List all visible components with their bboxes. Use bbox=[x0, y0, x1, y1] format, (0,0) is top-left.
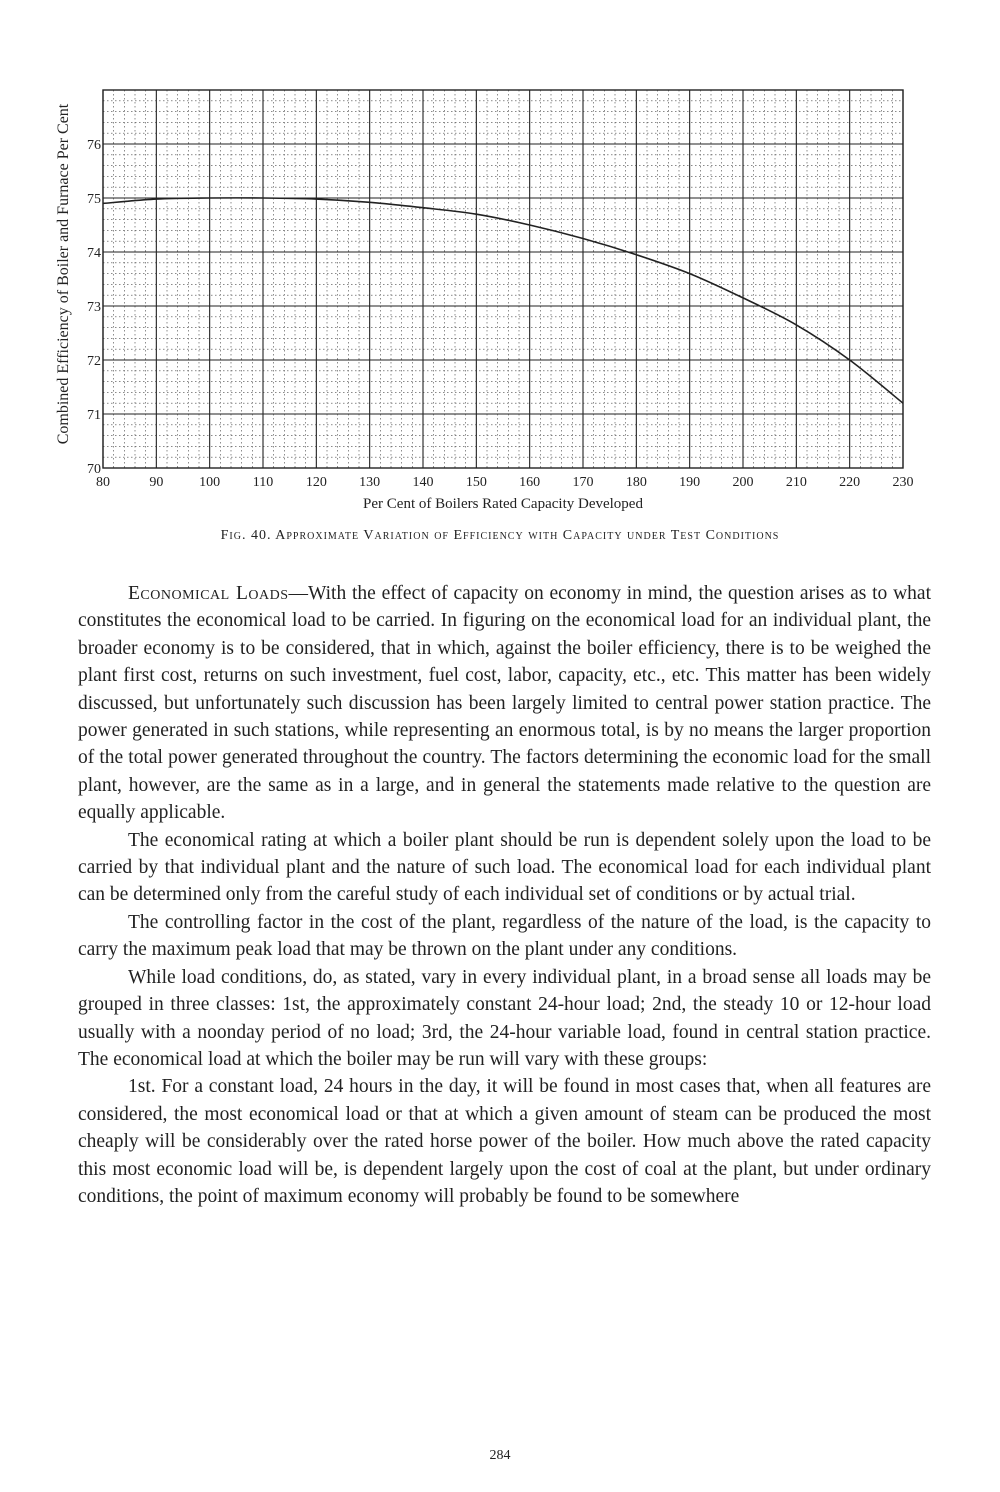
x-tick-label: 120 bbox=[305, 475, 327, 490]
y-tick-label: 74 bbox=[87, 246, 101, 261]
y-tick-label: 75 bbox=[87, 192, 101, 207]
y-tick-label: 72 bbox=[87, 354, 101, 369]
chart-grid-major bbox=[103, 90, 903, 468]
x-tick-label: 80 bbox=[96, 475, 110, 490]
x-tick-label: 130 bbox=[359, 475, 381, 490]
y-tick-label: 73 bbox=[87, 300, 101, 315]
y-tick-label: 71 bbox=[87, 408, 101, 423]
x-axis-label: Per Cent of Boilers Rated Capacity Developed bbox=[363, 496, 643, 512]
efficiency-chart bbox=[50, 60, 930, 520]
x-tick-label: 220 bbox=[839, 475, 861, 490]
x-tick-label: 210 bbox=[785, 475, 807, 490]
x-tick-label: 140 bbox=[412, 475, 434, 490]
x-tick-label: 110 bbox=[252, 475, 274, 490]
y-tick-label: 70 bbox=[87, 462, 101, 477]
x-tick-label: 180 bbox=[625, 475, 647, 490]
y-tick-labels bbox=[87, 138, 101, 477]
paragraph-1-text: —With the effect of capacity on economy in mind, the question arises as to what constitutes the economical load to be carried. In figuring on the economical load for an individual plant, the broader economy is to be considered, that in which, against the boiler efficiency, there is to be weighed the plant first cost, returns on such investment, fuel cost, labor, capacity, etc., etc. This matter has been widely discussed, but unfortunately such discussion has been largely limited to central power station practice. The power generated in such stations, while representing an enormous total, is by no means the larger proportion of the total power generated throughout the country. The factors determining the economic load for the small plant, however, are the same as in a large, and in general the statements made relative to the question are equally applicable. bbox=[78, 583, 931, 824]
paragraph-3: The controlling factor in the cost of the plant, regardless of the nature of the load, is the capacity to carry the maximum peak load that may be thrown on the plant under any conditions. bbox=[78, 911, 931, 961]
y-axis-label: Combined Efficiency of Boiler and Furnace Per Cent bbox=[55, 103, 72, 445]
x-tick-label: 150 bbox=[465, 475, 487, 490]
paragraph-2: The economical rating at which a boiler plant should be run is dependent solely upon the load to be carried by that individual plant and the nature of such load. The economical load for each individual plant can be determined only from the careful study of each individual set of conditions or by actual trial. bbox=[78, 829, 931, 906]
x-tick-label: 190 bbox=[679, 475, 701, 490]
section-heading: Economical Loads bbox=[128, 583, 289, 604]
x-tick-labels bbox=[96, 475, 914, 490]
paragraph-1 bbox=[78, 580, 931, 827]
x-tick-label: 200 bbox=[732, 475, 754, 490]
figure-title: Approximate Variation of Efficiency with Capacity under Test Conditions bbox=[275, 528, 780, 543]
paragraph-4: While load conditions, do, as stated, vary in every individual plant, in a broad sense all loads may be grouped in three classes: 1st, the approximately constant 24-hour load; 2nd, the steady 10 or 12-hour load usually with a noonday period of no load; 3rd, the 24-hour variable load, found in central station practice. The economical load at which the boiler may be run will vary with these groups: bbox=[78, 966, 931, 1070]
x-tick-label: 90 bbox=[149, 475, 164, 490]
x-tick-label: 160 bbox=[519, 475, 541, 490]
efficiency-curve bbox=[103, 198, 903, 403]
body-text bbox=[78, 580, 931, 1210]
chart-grid-minor bbox=[103, 90, 903, 468]
x-tick-label: 230 bbox=[892, 475, 914, 490]
plot-frame bbox=[103, 90, 903, 468]
paragraph-5: 1st. For a constant load, 24 hours in the day, it will be found in most cases that, when all features are considered, the most economical load or that at which a given amount of steam can be produced the most cheaply will be considerably over the rated horse power of the boiler. How much above the rated capacity this most economic load will be, is dependent largely upon the cost of coal at the plant, but under ordinary conditions, the point of maximum economy will probably be found to be somewhere bbox=[78, 1076, 931, 1207]
efficiency-points bbox=[103, 198, 903, 403]
figure-caption bbox=[100, 528, 900, 544]
x-tick-label: 100 bbox=[199, 475, 221, 490]
y-tick-label: 76 bbox=[87, 138, 101, 153]
figure-label: Fig. 40. bbox=[220, 528, 272, 543]
page-number: 284 bbox=[489, 1448, 511, 1463]
x-tick-label: 170 bbox=[572, 475, 594, 490]
